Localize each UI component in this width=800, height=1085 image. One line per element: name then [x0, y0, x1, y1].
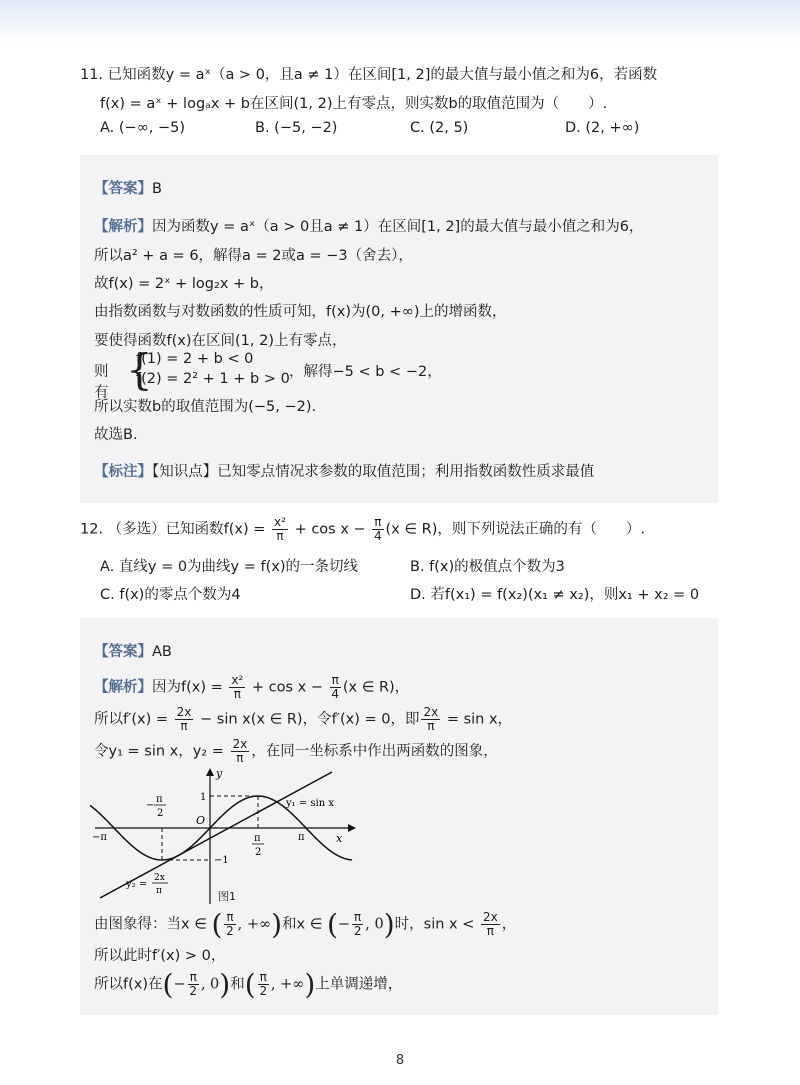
q11-option-b: B. (−5, −2)	[255, 120, 338, 136]
tick-1: 1	[200, 792, 207, 803]
analysis-line-1: 【解析】因为f(x) = $\frac{\text{x²}}{\pi}$ + cos x − $\frac{\pi}{4}$ (x ∈ R)，	[94, 673, 410, 701]
y2-frac-num: 2x	[154, 873, 165, 883]
q11-option-a: A. (−∞, −5)	[100, 120, 186, 136]
system-eq-1: f(1) = 2 + b < 0	[136, 351, 254, 367]
answer-line	[94, 177, 162, 198]
q12-option-b: B. f(x)的极值点个数为3	[410, 559, 565, 575]
tick-neg-sign: −	[146, 800, 155, 811]
answer-line	[94, 640, 172, 661]
analysis-line-3: 令y₁ = sin x，y₂ = $\frac{2x}{\pi}$ ，在同一坐标系中作出两函数的图象，	[94, 737, 498, 765]
y-axis-label: y	[216, 767, 223, 780]
answer-tag: 【答案】	[94, 644, 152, 660]
tick-neg-half-pi-num: π	[156, 794, 163, 805]
tick-half-pi-num: π	[254, 833, 261, 844]
fraction: $\frac{\text{x²}}{\pi}$	[274, 515, 286, 543]
y2-frac-den: π	[156, 886, 162, 896]
analysis-line-2: 所以f′(x) = $\frac{2x}{\pi}$ − sin x(x ∈ R)，令f′(x) = 0，即 $\frac{2x}{\pi}$ = sin x，	[94, 705, 513, 733]
analysis-line-3: 故f(x) = 2ˣ + log₂x + b，	[94, 276, 274, 292]
system-suffix: ，解得−5 < b < −2，	[289, 364, 442, 380]
y-axis-arrow-icon	[206, 768, 214, 776]
figure-caption: 图1	[218, 890, 236, 903]
origin-label: O	[196, 814, 206, 827]
note-tag: 【标注】	[94, 464, 152, 480]
tick-half-pi-den: 2	[255, 847, 262, 858]
q11-line2: f(x) = aˣ + logₐx + b在区间(1, 2)上有零点，则实数b的取值范围为（ ）.	[100, 96, 608, 112]
q12-number: 12.	[80, 521, 104, 538]
y2-curve-label: y₂ =	[126, 879, 148, 890]
system-eq-2: f(2) = 2² + 1 + b > 0	[136, 371, 290, 387]
analysis-line-choose: 故选B.	[94, 427, 138, 443]
brace-icon: {	[126, 345, 153, 394]
analysis-line-5: 要使得函数f(x)在区间(1, 2)上有零点，	[94, 333, 347, 349]
tick-neg-pi: −π	[92, 832, 107, 843]
analysis-line-4: 由图象得：当x ∈ ( $\frac{\pi}{2}$ , +∞)和x ∈ (− $\frac{\pi}{2}$ , 0)时，sin x < $\frac{2x}{\pi}$ ，	[94, 908, 517, 941]
function-graph	[90, 766, 360, 906]
answer-value: B	[152, 181, 162, 197]
x-axis-arrow-icon	[348, 824, 356, 832]
answer-box-q11	[80, 155, 718, 503]
tick-pi: π	[298, 832, 305, 843]
note-line: 【标注】【知识点】已知零点情况求参数的取值范围；利用指数函数性质求最值	[94, 464, 595, 480]
q12-option-d: D. 若f(x₁) = f(x₂)(x₁ ≠ x₂)，则x₁ + x₂ = 0	[410, 587, 700, 603]
analysis-line-6: 所以f(x)在(− $\frac{\pi}{2}$ , 0)和( $\frac{\pi}{2}$ , +∞)上单调递增，	[94, 968, 403, 1001]
analysis-tag: 【解析】	[94, 219, 152, 235]
answer-value: AB	[152, 644, 172, 660]
q12-option-a: A. 直线y = 0为曲线y = f(x)的一条切线	[100, 559, 359, 575]
tick-neg-1: −1	[214, 855, 229, 866]
q11-option-c: C. (2, 5)	[410, 120, 469, 136]
q12-stem: 12. （多选）已知函数f(x) = $\frac{\text{x²}}{\pi}$ + cos x − $\frac{\pi}{4}$ (x ∈ R)，则下列说法正确的有（ ）.	[80, 515, 645, 543]
analysis-line-1: 【解析】因为函数y = aˣ（a > 0且a ≠ 1）在区间[1, 2]的最大值与最小值之和为6，	[94, 219, 644, 235]
analysis-line-range: 所以实数b的取值范围为(−5, −2).	[94, 399, 317, 415]
x-axis-label: x	[336, 832, 343, 845]
page-number: 8	[395, 1053, 405, 1068]
answer-tag: 【答案】	[94, 181, 152, 197]
fraction: $\frac{\pi}{4}$	[374, 515, 382, 543]
tick-neg-half-pi-den: 2	[157, 808, 164, 819]
q11-line1: 11. 已知函数y = aˣ（a > 0，且a ≠ 1）在区间[1, 2]的最大值与最小值之和为6，若函数	[80, 67, 658, 83]
q12-option-c: C. f(x)的零点个数为4	[100, 587, 241, 603]
analysis-line-5: 所以此时f′(x) > 0，	[94, 948, 226, 964]
answer-box-q12	[80, 618, 718, 1015]
analysis-tag: 【解析】	[94, 679, 152, 696]
analysis-line-4: 由指数函数与对数函数的性质可知，f(x)为(0, +∞)上的增函数，	[94, 304, 507, 320]
analysis-line-2: 所以a² + a = 6，解得a = 2或a = −3（舍去），	[94, 248, 413, 264]
q11-option-d: D. (2, +∞)	[565, 120, 640, 136]
system-prefix: 则有	[94, 364, 109, 401]
y1-curve-label: y₁ = sin x	[286, 798, 334, 809]
